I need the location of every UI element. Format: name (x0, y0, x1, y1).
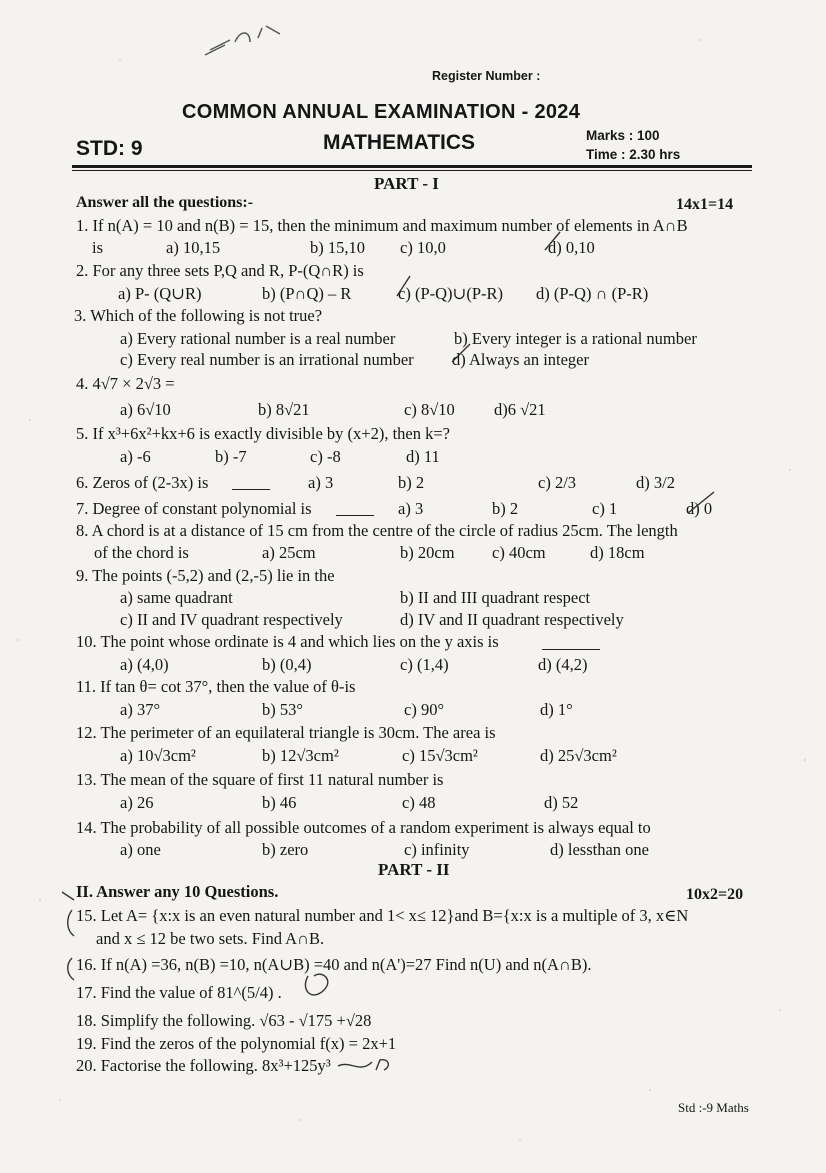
q11-text: 11. If tan θ= cot 37°, then the value of θ-is (76, 677, 356, 696)
q3-text: 3. Which of the following is not true? (74, 306, 323, 325)
q18-text: 18. Simplify the following. √63 - √175 +√28 (76, 1011, 372, 1030)
q20-text: 20. Factorise the following. 8x³+125y³ (76, 1056, 331, 1075)
q3-option-b: b) Every integer is a rational number (454, 329, 697, 348)
time-label: Time : 2.30 hrs (586, 147, 681, 162)
q10-option-d: d) (4,2) (538, 655, 588, 674)
q16-text: 16. If n(A) =36, n(B) =10, n(A∪B) =40 and n(A')=27 Find n(U) and n(A∩B). (76, 955, 592, 974)
q14-option-b: b) zero (262, 840, 309, 859)
q1-option-c: c) 10,0 (400, 238, 446, 257)
q15-cont: and x ≤ 12 be two sets. Find A∩B. (96, 929, 325, 948)
q8-text: 8. A chord is at a distance of 15 cm from the centre of the circle of radius 25cm. The length (76, 521, 678, 540)
q12-option-a: a) 10√3cm² (120, 746, 196, 765)
q4-option-b: b) 8√21 (258, 400, 310, 419)
q1-option-a: a) 10,15 (166, 238, 221, 257)
q13-option-b: b) 46 (262, 793, 297, 812)
q11-option-d: d) 1° (540, 700, 573, 719)
q9-option-b: b) II and III quadrant respect (400, 588, 591, 607)
q11-option-a: a) 37° (120, 700, 161, 719)
q3-option-a: a) Every rational number is a real number (120, 329, 396, 348)
q6-option-c: c) 2/3 (538, 473, 577, 492)
q6-option-d: d) 3/2 (636, 473, 675, 492)
subject-title: MATHEMATICS (323, 131, 476, 154)
q12-option-d: d) 25√3cm² (540, 746, 617, 765)
q7-option-c: c) 1 (592, 499, 618, 518)
q2-option-b: b) (P∩Q) – R (262, 284, 352, 303)
part2-title: PART - II (378, 860, 450, 879)
q9-text: 9. The points (-5,2) and (2,-5) lie in the (76, 566, 335, 585)
q1-option-b: b) 15,10 (310, 238, 365, 257)
q10-option-a: a) (4,0) (120, 655, 169, 674)
q3-option-d: d) Always an integer (452, 350, 590, 369)
q8-cont: of the chord is (94, 543, 189, 562)
q4-option-d: d)6 √21 (494, 400, 546, 419)
q5-option-a: a) -6 (120, 447, 151, 466)
q7-option-b: b) 2 (492, 499, 519, 518)
q8-option-d: d) 18cm (590, 543, 645, 562)
part1-title: PART - I (374, 174, 439, 193)
q17-text: 17. Find the value of 81^(5/4) . (76, 983, 282, 1002)
q13-option-c: c) 48 (402, 793, 436, 812)
q1-option-d: d) 0,10 (548, 238, 595, 257)
q4-option-a: a) 6√10 (120, 400, 171, 419)
q9-option-d: d) IV and II quadrant respectively (400, 610, 624, 629)
q13-option-d: d) 52 (544, 793, 579, 812)
q12-option-c: c) 15√3cm² (402, 746, 478, 765)
q4-option-c: c) 8√10 (404, 400, 455, 419)
q3-option-c: c) Every real number is an irrational number (120, 350, 414, 369)
q11-option-c: c) 90° (404, 700, 445, 719)
q9-option-a: a) same quadrant (120, 588, 233, 607)
std-label: STD: 9 (76, 137, 143, 160)
q4-text: 4. 4√7 × 2√3 = (76, 374, 175, 393)
q10-option-c: c) (1,4) (400, 655, 449, 674)
part1-marks: 14x1=14 (676, 196, 734, 213)
q14-option-d: d) lessthan one (550, 840, 649, 859)
marks-label: Marks : 100 (586, 128, 660, 143)
q13-text: 13. The mean of the square of first 11 natural number is (76, 770, 444, 789)
q5-option-c: c) -8 (310, 447, 341, 466)
q14-text: 14. The probability of all possible outcomes of a random experiment is always equal to (76, 818, 651, 837)
q12-option-b: b) 12√3cm² (262, 746, 339, 765)
q15-text: 15. Let A= {x:x is an even natural number and 1< x≤ 12}and B={x:x is a multiple of 3, x∈N (76, 906, 689, 925)
q8-option-b: b) 20cm (400, 543, 455, 562)
q7-text: 7. Degree of constant polynomial is (76, 499, 312, 518)
q8-option-c: c) 40cm (492, 543, 546, 562)
q14-option-c: c) infinity (404, 840, 470, 859)
q5-text: 5. If x³+6x²+kx+6 is exactly divisible by (x+2), then k=? (76, 424, 450, 443)
q1-cont: is (92, 238, 104, 257)
part1-instruction: Answer all the questions:- (76, 194, 254, 211)
q2-text: 2. For any three sets P,Q and R, P-(Q∩R) is (76, 261, 364, 280)
exam-title: COMMON ANNUAL EXAMINATION - 2024 (182, 101, 581, 123)
register-number-label: Register Number : (432, 69, 541, 83)
q6-option-b: b) 2 (398, 473, 425, 492)
q19-text: 19. Find the zeros of the polynomial f(x) = 2x+1 (76, 1034, 397, 1053)
q6-option-a: a) 3 (308, 473, 334, 492)
q5-option-d: d) 11 (406, 447, 440, 466)
q9-option-c: c) II and IV quadrant respectively (120, 610, 343, 629)
part2-marks: 10x2=20 (686, 886, 744, 903)
q10-text: 10. The point whose ordinate is 4 and which lies on the y axis is (76, 632, 499, 651)
q12-text: 12. The perimeter of an equilateral triangle is 30cm. The area is (76, 723, 496, 742)
q2-option-d: d) (P-Q) ∩ (P-R) (536, 284, 649, 303)
footer-label: Std :-9 Maths (678, 1100, 749, 1115)
q11-option-b: b) 53° (262, 700, 303, 719)
q13-option-a: a) 26 (120, 793, 154, 812)
q6-text: 6. Zeros of (2-3x) is (76, 473, 209, 492)
q14-option-a: a) one (120, 840, 161, 859)
q7-option-a: a) 3 (398, 499, 424, 518)
part2-instruction: II. Answer any 10 Questions. (76, 882, 279, 901)
q1-text: 1. If n(A) = 10 and n(B) = 15, then the minimum and maximum number of elements in A∩B (76, 216, 688, 235)
q5-option-b: b) -7 (215, 447, 247, 466)
q8-option-a: a) 25cm (262, 543, 316, 562)
q2-option-c: c) (P-Q)∪(P-R) (398, 284, 504, 303)
q2-option-a: a) P- (Q∪R) (118, 284, 202, 303)
q10-option-b: b) (0,4) (262, 655, 312, 674)
q7-option-d: d) 0 (686, 499, 713, 518)
